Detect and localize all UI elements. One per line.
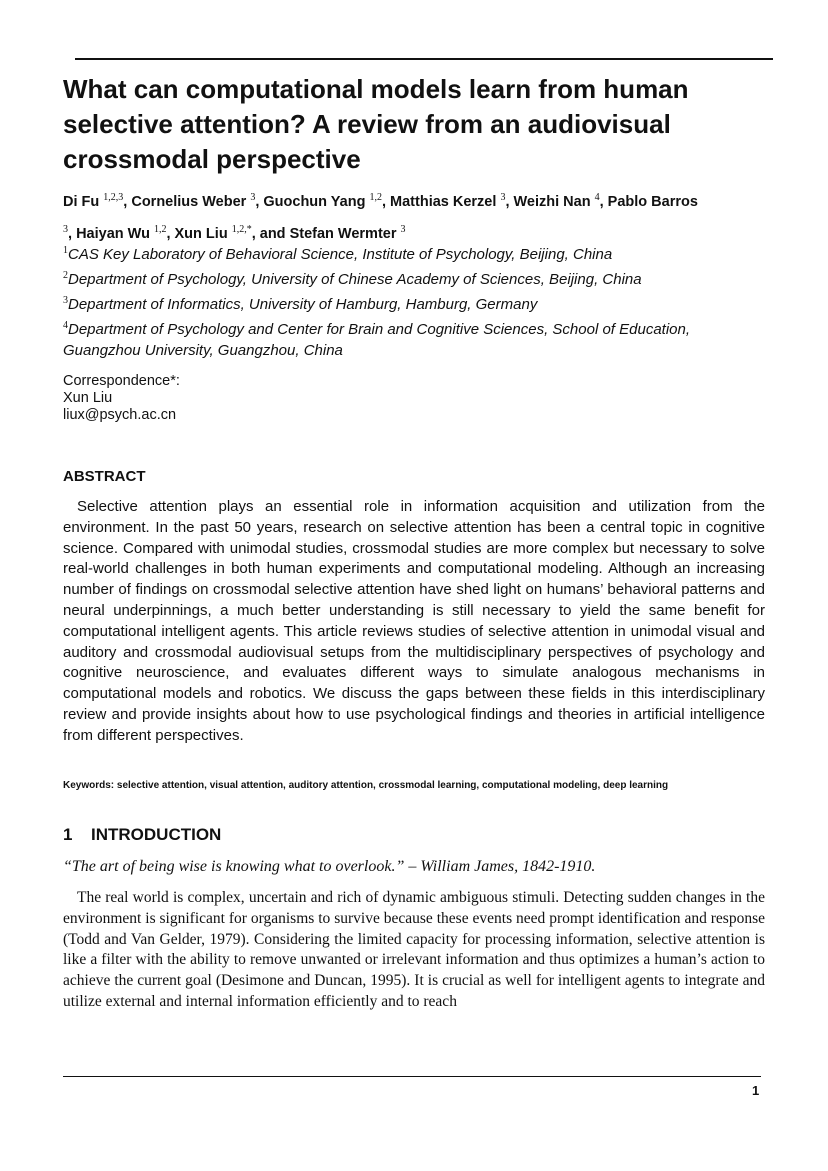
author-affiliation-marker: 1,2 bbox=[369, 192, 382, 203]
affiliation-text: Department of Informatics, University of Hamburg, Hamburg, Germany bbox=[68, 296, 538, 313]
author-name: Pablo Barros bbox=[607, 193, 698, 210]
author-name: Di Fu bbox=[63, 193, 104, 210]
author-separator: , and bbox=[251, 225, 290, 242]
author-affiliation-marker: 1,2,3 bbox=[103, 192, 124, 203]
section-heading-introduction bbox=[63, 825, 221, 845]
affiliation-marker: 3 bbox=[63, 295, 68, 306]
affiliation-item bbox=[63, 240, 703, 265]
author-separator: , bbox=[599, 193, 608, 210]
author-separator: , bbox=[166, 225, 175, 242]
affiliation-marker: 2 bbox=[63, 270, 68, 281]
author-affiliation-marker: 1,2,* bbox=[231, 223, 252, 235]
section-title: INTRODUCTION bbox=[91, 825, 222, 844]
author-name: Xun Liu bbox=[174, 225, 232, 242]
affiliation-text: Department of Psychology and Center for Brain and Cognitive Sciences, School of Education, Guangzhou University, Guangzhou, China bbox=[63, 321, 691, 359]
author-list bbox=[63, 184, 703, 248]
author-name: Weizhi Nan bbox=[513, 193, 595, 210]
affiliation-marker: 4 bbox=[63, 320, 68, 331]
affiliation-item bbox=[63, 315, 703, 361]
abstract-heading: ABSTRACT bbox=[63, 468, 146, 485]
author-affiliation-marker: 1,2 bbox=[153, 223, 167, 235]
author-affiliation-marker: 4 bbox=[594, 192, 600, 203]
affiliation-marker: 1 bbox=[63, 245, 68, 256]
author-affiliation-marker: 3 bbox=[500, 192, 506, 203]
affiliation-text: CAS Key Laboratory of Behavioral Science, Institute of Psychology, Beijing, China bbox=[68, 246, 613, 263]
page-number: 1 bbox=[752, 1083, 760, 1098]
author-separator: , bbox=[68, 225, 77, 242]
author-affiliation-marker: 3 bbox=[250, 192, 256, 203]
author-name: Matthias Kerzel bbox=[390, 193, 501, 210]
author-separator: , bbox=[381, 193, 391, 210]
section-number: 1 bbox=[63, 825, 73, 844]
header-rule bbox=[75, 58, 773, 60]
author-separator: , bbox=[255, 193, 264, 210]
affiliation-text: Department of Psychology, University of Chinese Academy of Sciences, Beijing, China bbox=[68, 271, 642, 288]
affiliation-list bbox=[63, 240, 703, 361]
author-separator: , bbox=[123, 193, 132, 210]
author-name: Haiyan Wu bbox=[76, 225, 154, 242]
abstract-body: Selective attention plays an essential role in information acquisition and utilization from the environment. In the past 50 years, research on selective attention has been a central topic in cognitive science. Compared with unimodal studies, crossmodal studies are more complex but necessary to solve real-world challenges in both human experiments and computational modeling. Although an increasing number of findings on crossmodal selective attention have shed light on humans’ behavioral patterns and neural underpinnings, a much better understanding is still necessary to yield the same benefit for computational intelligent agents. This article reviews studies of selective attention in unimodal visual and auditory and crossmodal audiovisual setups from the multidisciplinary perspectives of psychology and cognitive neuroscience, and evaluates different ways to simulate analogous mechanisms in computational models and robotics. We discuss the gaps between these fields in this interdisciplinary review and provide insights about how to use psychological findings and theories in artificial intelligence from different perspectives. bbox=[63, 498, 765, 744]
footer-rule bbox=[63, 1076, 761, 1077]
epigraph-quote: “The art of being wise is knowing what to overlook.” – William James, 1842-1910. bbox=[63, 858, 596, 875]
correspondence-email[interactable]: liux@psych.ac.cn bbox=[63, 407, 177, 423]
author-name: Guochun Yang bbox=[263, 193, 370, 210]
correspondence-name: Xun Liu bbox=[63, 390, 113, 406]
paper-title: What can computational models learn from human selective attention? A review from an audiovisual crossmodal perspective bbox=[63, 74, 689, 174]
author-name: Cornelius Weber bbox=[131, 193, 251, 210]
correspondence-label: Correspondence*: bbox=[63, 373, 180, 389]
introduction-body: The real world is complex, uncertain and rich of dynamic ambiguous stimuli. Detecting sudden changes in the environment is significant for organisms to survive because these events need prompt identification and response (Todd and Van Gelder, 1979). Considering the limited capacity for processing information, selective attention is like a filter with the ability to remove unwanted or irrelevant information and thus optimizes a human’s action to achieve the current goal (Desimone and Duncan, 1995). It is crucial as well for intelligent agents to integrate and utilize external and internal information efficiently and to reach bbox=[63, 889, 765, 1010]
author-affiliation-marker: 3 bbox=[63, 223, 68, 235]
author-name: Stefan Wermter bbox=[289, 225, 401, 242]
correspondence-block bbox=[63, 373, 180, 424]
author-affiliation-marker: 3 bbox=[400, 223, 406, 235]
affiliation-item bbox=[63, 290, 703, 315]
affiliation-item bbox=[63, 265, 703, 290]
author-separator: , bbox=[505, 193, 514, 210]
keywords: Keywords: selective attention, visual attention, auditory attention, crossmodal learning, computational modeling, deep learning bbox=[63, 780, 669, 791]
